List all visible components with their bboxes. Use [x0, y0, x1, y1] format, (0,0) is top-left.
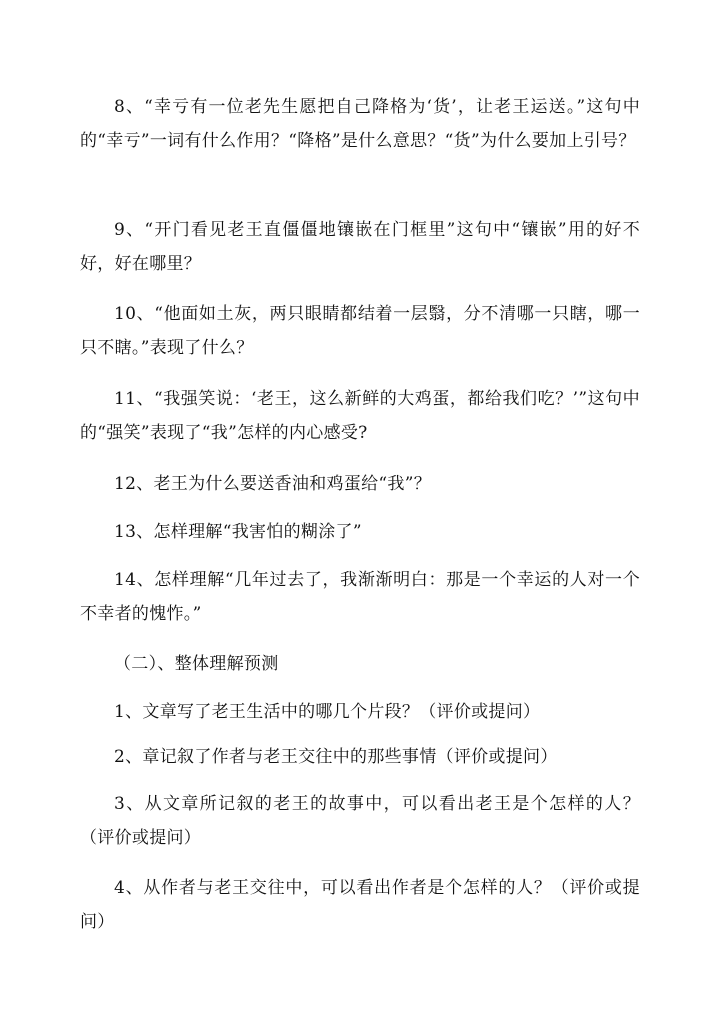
question-9 [80, 213, 640, 281]
question-11 [80, 382, 640, 450]
question-14-text: 14、怎样理解“几年过去了，我渐渐明白：那是一个幸运的人对一个不幸者的愧怍。” [80, 570, 640, 624]
question-12 [80, 467, 640, 501]
question-9-text: 9、“开门看见老王直僵僵地镶嵌在门框里”这句中“镶嵌”用的好不好，好在哪里？ [80, 220, 640, 274]
overall-question-1 [80, 695, 640, 729]
overall-question-2-text: 2、章记叙了作者与老王交往中的那些事情（评价或提问） [114, 747, 558, 767]
question-8-text: 8、“幸亏有一位老先生愿把自己降格为‘货’，让老王运送。”这句中的“幸亏”一词有什么作用？“降格”是什么意思？“货”为什么要加上引号？ [80, 97, 640, 151]
section-heading-text: （二）、整体理解预测 [114, 654, 279, 674]
overall-question-2 [80, 740, 640, 774]
question-14 [80, 563, 640, 631]
question-8 [80, 90, 640, 158]
overall-question-4-text: 4、从作者与老王交往中，可以看出作者是个怎样的人？（评价或提问） [80, 878, 640, 932]
question-13 [80, 515, 640, 549]
overall-question-4 [80, 871, 640, 939]
question-12-text: 12、老王为什么要送香油和鸡蛋给“我”？ [114, 474, 432, 494]
section-heading [80, 647, 640, 681]
question-11-text: 11、“我强笑说：‘老王，这么新鲜的大鸡蛋，都给我们吃？’”这句中的“强笑”表现了“我”怎样的内心感受? [80, 389, 640, 443]
question-10-text: 10、“他面如土灰，两只眼睛都结着一层翳，分不清哪一只瞎，哪一只不瞎。”表现了什么？ [80, 304, 640, 358]
overall-question-3 [80, 787, 640, 855]
overall-question-3-text: 3、从文章所记叙的老王的故事中，可以看出老王是个怎样的人？（评价或提问） [80, 794, 640, 848]
question-13-text: 13、怎样理解“我害怕的糊涂了” [114, 522, 362, 542]
question-10 [80, 297, 640, 365]
overall-question-1-text: 1、文章写了老王生活中的哪几个片段？（评价或提问） [114, 702, 541, 722]
